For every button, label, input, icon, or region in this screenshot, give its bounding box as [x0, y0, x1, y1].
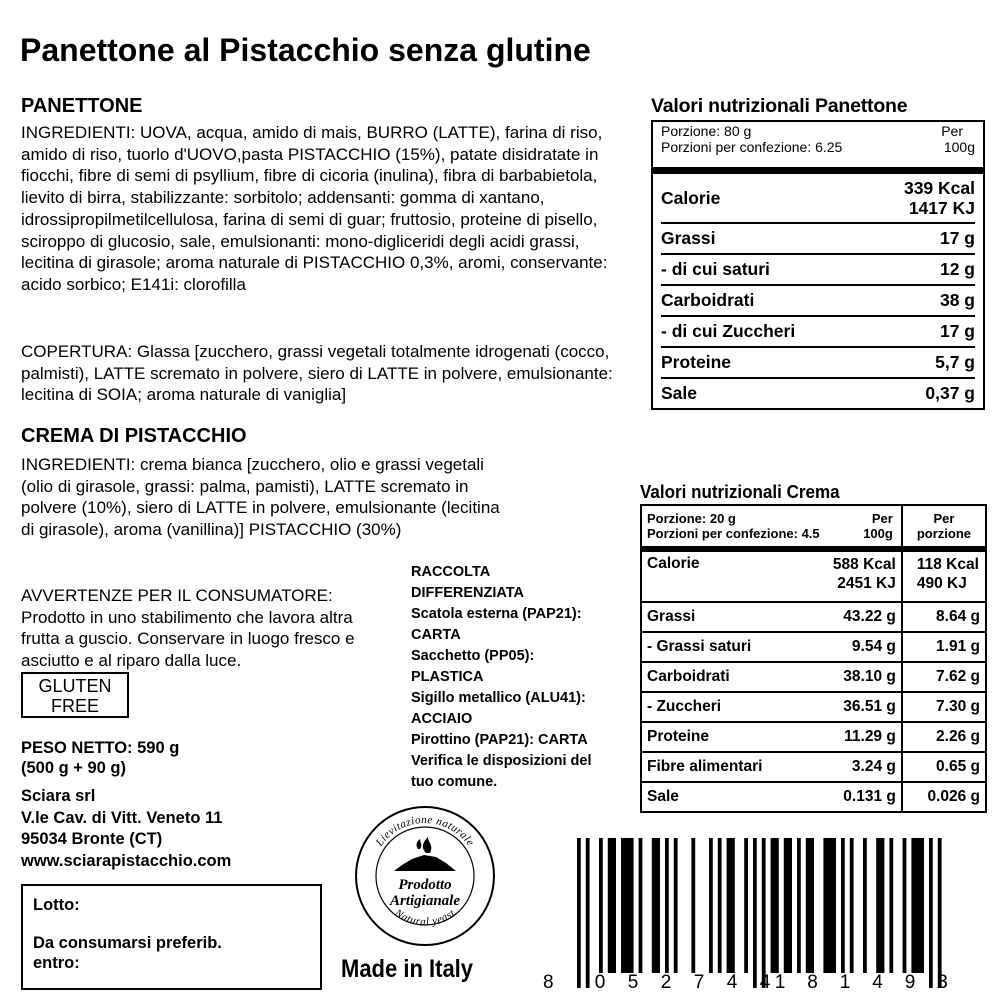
panettone-ingredients: INGREDIENTI: UOVA, acqua, amido di mais, BURRO (LATTE), farina di riso, amido di riso, tuorlo d'UOVO,pasta PISTACCHIO (15%), patate disidratate in fiocchi, fibre di semi di psyllium, fibre di cicoria (inulina), fibra di barbabietola, lievito di birra, stabilizzante: sorbitolo; addensanti: gomma di xantano, idrossipropilmetilcellulosa, farina di semi di guar; fruttosio, proteine di pisello, sciroppo di glucosio, sale, emulsionanti: mono-digliceridi degli acidi grassi, lecitina di girasole; aroma naturale di PISTACCHIO 0,3%, aromi, conservante: acido sorbico; E141i: clorofilla: [21, 123, 608, 294]
barcode-bar: [911, 838, 924, 973]
barcode-bar: [938, 838, 942, 988]
seal-bottom-arc: Natural yeast: [392, 907, 458, 929]
barcode-bar: [599, 838, 603, 973]
barcode-digit: 4: [726, 972, 738, 993]
recycling-line: CARTA: [411, 627, 461, 643]
barcode-bar: [929, 838, 933, 988]
gluten-free-line2: FREE: [50, 696, 99, 716]
nutrition-crema-heading: Valori nutrizionali Crema: [640, 481, 840, 502]
barcode-bar: [727, 838, 735, 973]
col-per-porzione: [902, 505, 986, 549]
recycling-line: tuo comune.: [411, 774, 498, 790]
barcode-bar: [771, 838, 779, 973]
barcode-digit: 3: [937, 972, 948, 993]
lot-expiry-box: [21, 884, 322, 990]
crema-row: [641, 692, 986, 722]
barcode-bar: [621, 838, 634, 973]
nutrition-panettone-heading: Valori nutrizionali Panettone: [651, 95, 908, 117]
nutrient-label: - Zuccheri: [641, 692, 827, 722]
nutrient-value: 38 g: [939, 290, 975, 310]
calorie-100-kcal: 588 Kcal: [832, 556, 896, 573]
nutrition-row: [661, 377, 975, 408]
nutrition-panettone-box: [651, 120, 985, 410]
nutrient-label: Grassi: [661, 228, 716, 248]
barcode-bar: [665, 838, 669, 973]
crema-ingredients: INGREDIENTI: crema bianca [zucchero, olio e grassi vegetali (olio di girasole, grassi: palma, pamisti), LATTE scremato in polvere (10%), siero di LATTE in polvere, emulsionante (lecitina di girasole), aroma (vanillina)] PISTACCHIO (30%): [21, 455, 500, 540]
barcode-digit: 0: [594, 972, 606, 993]
barcode-digit: 9: [904, 972, 916, 993]
nutrient-value: 17 g: [939, 228, 975, 248]
nutrient-label: - Grassi saturi: [641, 632, 827, 662]
recycling-line: Sigillo metallico (ALU41):: [411, 690, 586, 706]
crema-row: [641, 602, 986, 632]
nutrient-value-100: 0.131 g: [827, 782, 902, 812]
barcode-bar: [841, 838, 845, 973]
nutrient-value: 0,37 g: [925, 383, 975, 403]
barcode-bar: [674, 838, 678, 973]
calorie-por-kcal: 118 Kcal: [916, 556, 979, 573]
barcode-bar: [784, 838, 792, 973]
net-weight-breakdown: (500 g + 90 g): [21, 759, 127, 777]
barcode-digit: 8: [543, 972, 554, 993]
calorie-kcal: 339 Kcal: [903, 178, 975, 198]
barcode-bar: [889, 838, 893, 973]
per-unit: 100g: [943, 139, 975, 155]
barcode-bar: [753, 838, 757, 988]
company-name: Sciara srl: [21, 787, 96, 805]
expiry-label: Da consumarsi preferib. entro:: [33, 934, 222, 972]
crema-serving-info: [641, 505, 827, 549]
crema-row: [641, 662, 986, 692]
gluten-free-line1: GLUTEN: [38, 676, 112, 696]
seal-center-line2: Artigianale: [389, 893, 461, 909]
calorie-por-kj: 490 KJ: [916, 575, 967, 592]
barcode-bar: [863, 838, 867, 973]
barcode-digit: 1: [839, 972, 851, 993]
barcode-bar: [806, 838, 814, 973]
barcode-bar: [903, 838, 907, 973]
warnings-text: Prodotto in uno stabilimento che lavora altra frutta a guscio. Conservare in luogo fresco e asciutto e al riparo dalla luce.: [21, 607, 355, 671]
nutrient-label: Proteine: [661, 352, 732, 372]
nutrient-label: Sale: [641, 782, 827, 812]
nutrient-value-portion: 7.62 g: [902, 662, 986, 692]
lot-label: Lotto:: [33, 896, 80, 914]
crema-row: [641, 722, 986, 752]
nutrition-table-crema: [640, 481, 987, 813]
nutrient-value-portion: 7.30 g: [902, 692, 986, 722]
barcode-digit: 4: [759, 972, 771, 993]
per-label: Per: [941, 123, 963, 139]
barcode-bar: [652, 838, 660, 973]
nutrient-value: 12 g: [939, 259, 975, 279]
net-weight: [21, 738, 179, 778]
company-address: [21, 786, 231, 872]
nutrient-value-portion: 0.65 g: [902, 752, 986, 782]
nutrition-table-panettone: [651, 95, 985, 410]
company-street: V.le Cav. di Vitt. Veneto 11: [21, 808, 223, 827]
nutrient-label: Carboidrati: [641, 662, 827, 692]
barcode-digit: 2: [660, 972, 672, 993]
company-city: 95034 Bronte (CT): [21, 830, 163, 848]
barcode-bars: [577, 838, 942, 988]
nutrient-label: Grassi: [641, 602, 827, 632]
panettone-copertura: COPERTURA: Glassa [zucchero, grassi vegetali totalmente idrogenati (cocco, palmisti), LATTE scremato in polvere, siero di LATTE in polvere, emulsionante: lecitina di SOIA; aroma naturale di vaniglia]: [21, 342, 613, 405]
col-per-porzione-line1: Per: [933, 511, 955, 526]
nutrient-label: Carboidrati: [661, 290, 755, 310]
calorie-100-kj: 2451 KJ: [837, 575, 896, 592]
nutrient-label: Sale: [661, 383, 697, 403]
gluten-free-badge: [21, 672, 129, 718]
barcode-bar: [762, 838, 766, 988]
barcode-digit: 4: [872, 972, 883, 993]
barcode-bar: [577, 838, 581, 988]
recycling-line: Sacchetto (PP05):: [411, 648, 535, 664]
nutrient-label: Calorie: [647, 555, 700, 572]
barcode: [540, 838, 985, 993]
crema-row-calorie: [641, 549, 986, 602]
barcode-bar: [691, 838, 695, 973]
nutrition-row: [661, 253, 975, 284]
col-per-100g-line2: 100g: [863, 526, 893, 541]
barcode-bar: [709, 838, 713, 973]
barcode-bar: [718, 838, 722, 973]
crema-row: [641, 632, 986, 662]
nutrition-row: [661, 284, 975, 315]
barcode-bar: [823, 838, 836, 973]
nutrition-row-calorie: [661, 174, 975, 222]
flame-hill-icon: [394, 837, 456, 871]
recycling-line: ACCIAIO: [411, 711, 473, 727]
barcode-digit: 1: [774, 972, 786, 993]
nutrient-label: - di cui Zuccheri: [661, 321, 796, 341]
warnings-heading: AVVERTENZE PER IL CONSUMATORE:: [21, 586, 333, 605]
nutrient-value-100: 11.29 g: [827, 722, 902, 752]
barcode-bar: [850, 838, 854, 973]
nutrient-label: Proteine: [641, 722, 827, 752]
recycling-line: Scatola esterna (PAP21):: [411, 606, 582, 622]
nutrient-value-100: 36.51 g: [827, 692, 902, 722]
nutrition-row: [661, 315, 975, 346]
crema-serving-size: Porzione: 20 g: [647, 511, 736, 526]
nutrition-row: [661, 346, 975, 377]
nutrition-crema-table: [640, 504, 987, 813]
nutrient-value: 17 g: [939, 321, 975, 341]
barcode-bar: [797, 838, 801, 973]
col-per-100g-line1: Per: [871, 511, 893, 526]
nutrient-value-portion: 1.91 g: [902, 632, 986, 662]
crema-row: [641, 782, 986, 812]
calorie-kj: 1417 KJ: [908, 198, 975, 218]
barcode-digit: 7: [693, 972, 705, 993]
nutrient-value-100: 3.24 g: [827, 752, 902, 782]
barcode-digit: 5: [627, 972, 639, 993]
barcode-bar: [586, 838, 590, 988]
nutrient-label: - di cui saturi: [661, 259, 770, 279]
barcode-bar: [744, 838, 748, 973]
consumer-warnings: [21, 585, 381, 672]
barcode-bar: [608, 838, 616, 973]
seal-top-arc: Lievitazione naturale: [373, 813, 477, 849]
recycling-line: Pirottino (PAP21): CARTA: [411, 732, 588, 748]
recycling-line: DIFFERENZIATA: [411, 585, 525, 601]
recycling-line: Verifica le disposizioni del: [411, 753, 592, 769]
col-per-porzione-line2: porzione: [916, 526, 971, 541]
crema-servings-per-pack: Porzioni per confezione: 4.5: [647, 526, 820, 541]
product-title: Panettone al Pistacchio senza glutine: [20, 32, 591, 68]
serving-size: Porzione: 80 g: [661, 123, 752, 139]
nutrient-value-portion: 0.026 g: [902, 782, 986, 812]
recycling-info: [411, 562, 592, 793]
company-website: www.sciarapistacchio.com: [21, 851, 232, 870]
net-weight-total: PESO NETTO: 590 g: [21, 739, 180, 757]
nutrient-value-100: 38.10 g: [827, 662, 902, 692]
recycling-line: RACCOLTA: [411, 564, 491, 580]
svg-text:Natural yeast: [392, 907, 458, 929]
artisan-seal: [354, 805, 496, 947]
nutrient-label: Fibre alimentari: [641, 752, 827, 782]
barcode-bar: [639, 838, 643, 973]
nutrition-row: [661, 222, 975, 253]
nutrient-value-portion: 2.26 g: [902, 722, 986, 752]
servings-per-pack: Porzioni per confezione: 6.25: [661, 139, 843, 155]
col-per-100g: [827, 505, 902, 549]
nutrient-label: Calorie: [661, 187, 721, 208]
made-in-italy: Made in Italy: [341, 955, 474, 983]
barcode-digit: 8: [807, 972, 818, 993]
crema-row: [641, 752, 986, 782]
nutrient-value-portion: 8.64 g: [902, 602, 986, 632]
nutrient-value-100: 9.54 g: [827, 632, 902, 662]
seal-center-line1: Prodotto: [398, 877, 452, 893]
panettone-heading: PANETTONE: [21, 95, 143, 117]
barcode-bar: [876, 838, 884, 973]
nutrient-value: 5,7 g: [935, 352, 975, 372]
recycling-line: PLASTICA: [411, 669, 484, 685]
crema-heading: CREMA DI PISTACCHIO: [21, 425, 247, 447]
nutrient-value-100: 43.22 g: [827, 602, 902, 632]
